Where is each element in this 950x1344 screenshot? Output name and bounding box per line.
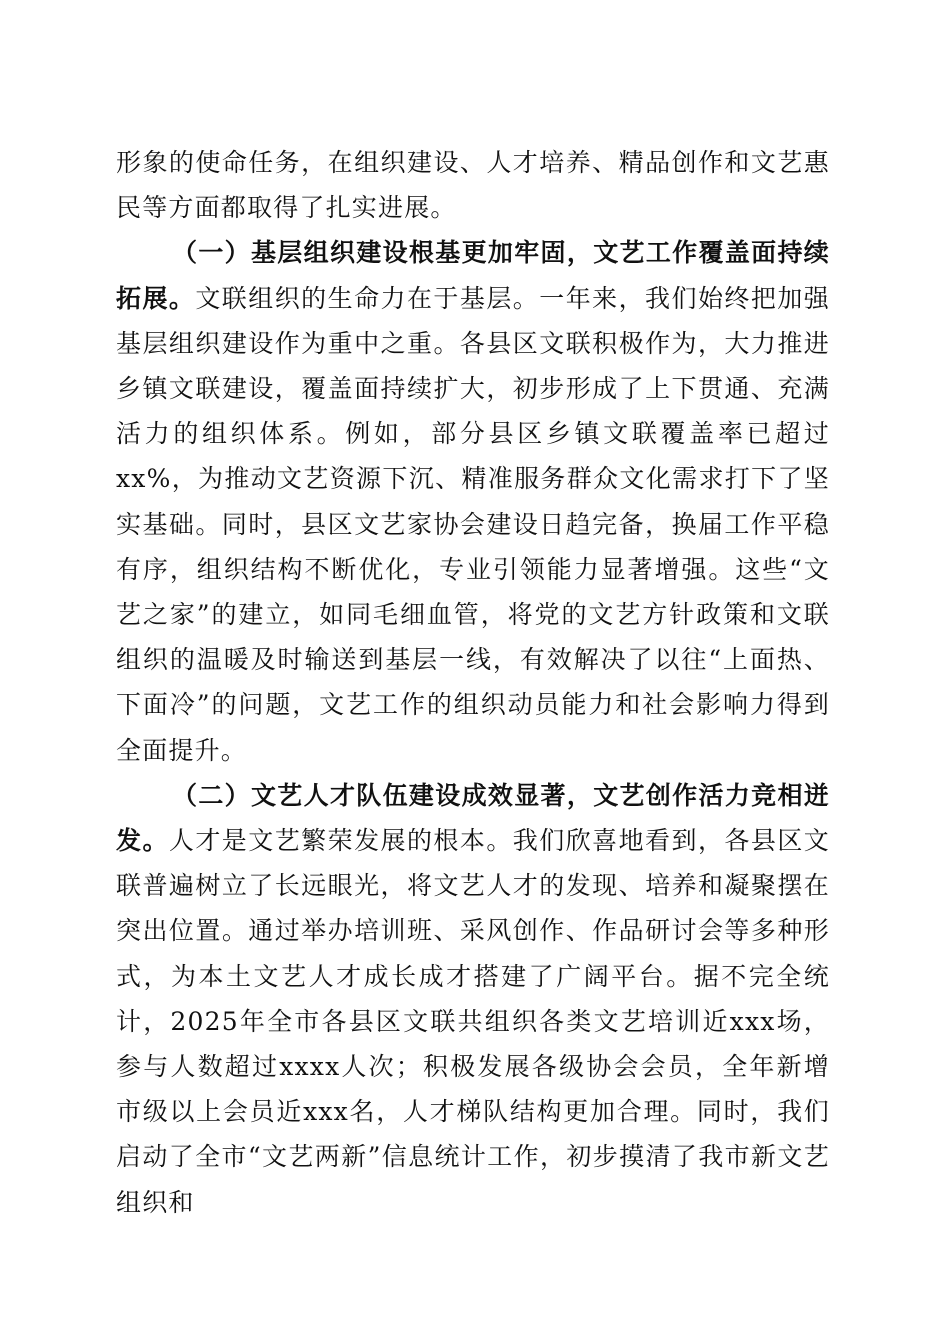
paragraph-text: 文联组织的生命力在于基层。一年来，我们始终把加强基层组织建设作为重中之重。各县区文联积极作为，大力推进乡镇文联建设，覆盖面持续扩大，初步形成了上下贯通、充满活力的组织体系。例如，部分县区乡镇文联覆盖率已超过xx%，为推动文艺资源下沉、精准服务群众文化需求打下了坚实基础。同时，县区文艺家协会建设日趋完备，换届工作平稳有序，组织结构不断优化，专业引领能力显著增强。这些“文艺之家”的建立，如同毛细血管，将党的文艺方针政策和文联组织的温暖及时输送到基层一线，有效解决了以往“上面热、下面冷”的问题，文艺工作的组织动员能力和社会影响力得到全面提升。	[116, 283, 830, 765]
paragraph-text: 人才是文艺繁荣发展的根本。我们欣喜地看到，各县区文联普遍树立了长远眼光，将文艺人才的发现、培养和凝聚摆在突出位置。通过举办培训班、采风创作、作品研讨会等多种形式，为本土文艺人才成长成才搭建了广阔平台。据不完全统计，2025年全市各县区文联共组织各类文艺培训近xxx场，参与人数超过xxxx人次；积极发展各级协会会员，全年新增市级以上会员近xxx名，人才梯队结构更加合理。同时，我们启动了全市“文艺两新”信息统计工作，初步摸清了我市新文艺组织和	[116, 826, 830, 1217]
section-heading-2: （二）文艺人才队伍建设成效显著，文艺创作活力竞相迸发。	[116, 780, 830, 856]
paragraph-section-2	[116, 773, 830, 1225]
paragraph-continuation	[116, 140, 830, 230]
section-heading-1: （一）基层组织建设根基更加牢固，文艺工作覆盖面持续拓展。	[116, 238, 830, 313]
paragraph-text: 形象的使命任务，在组织建设、人才培养、精品创作和文艺惠民等方面都取得了扎实进展。	[116, 148, 830, 223]
paragraph-section-1	[116, 230, 830, 772]
document-body	[116, 140, 830, 1225]
